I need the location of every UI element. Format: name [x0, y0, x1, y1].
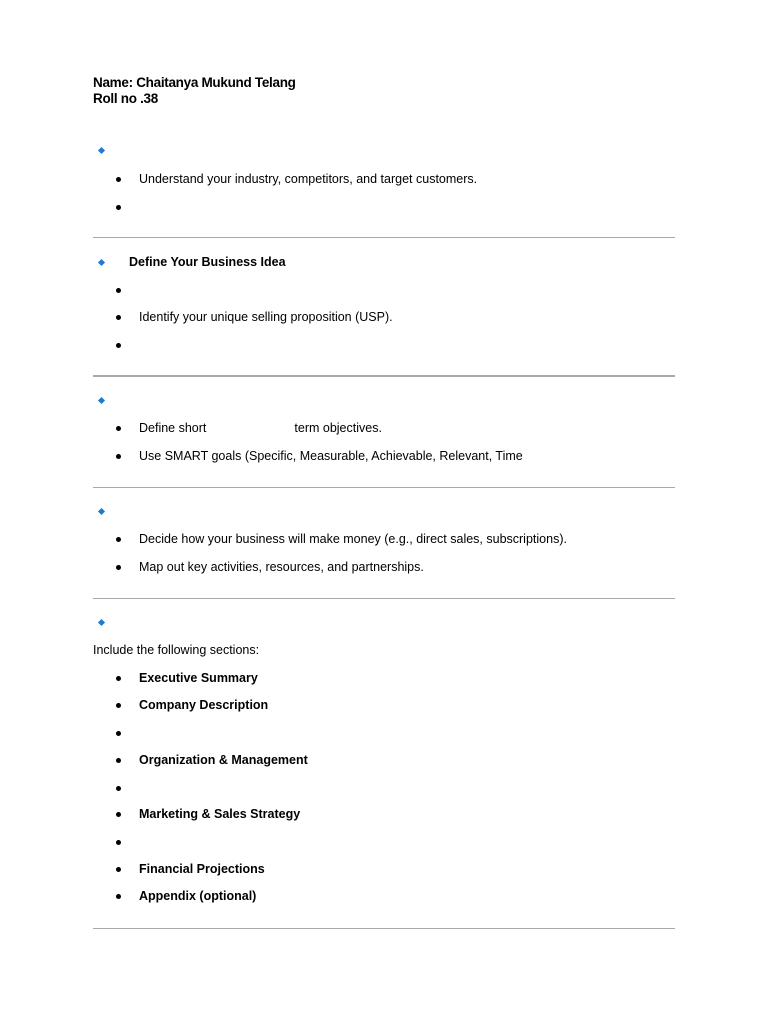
list-item: Decide how your business will make money (e.g., direct sales, subscriptions). [139, 531, 567, 547]
bullet-dot-icon [116, 676, 121, 681]
list-item: Company Description [139, 697, 268, 713]
bullet-dot-icon [116, 812, 121, 817]
bullet-dot-icon [116, 786, 121, 791]
list-item: Organization & Management [139, 752, 308, 768]
list-item: Map out key activities, resources, and partnerships. [139, 559, 424, 575]
section-divider [93, 237, 675, 238]
bullet-dot-icon [116, 894, 121, 899]
bullet-dot-icon [116, 343, 121, 348]
bullet-dot-icon [116, 867, 121, 872]
list-item: Use SMART goals (Specific, Measurable, Achievable, Relevant, Time [139, 448, 523, 464]
bullet-dot-icon [116, 177, 121, 182]
list-item: Executive Summary [139, 670, 258, 686]
section-divider [93, 928, 675, 929]
section-divider [93, 487, 675, 488]
student-header [93, 75, 296, 107]
list-item: Identify your unique selling proposition (USP). [139, 309, 393, 325]
list-item: Understand your industry, competitors, and target customers. [139, 171, 477, 187]
bullet-dot-icon [116, 840, 121, 845]
section-diamond-icon [98, 397, 105, 404]
bullet-dot-icon [116, 205, 121, 210]
bullet-dot-icon [116, 315, 121, 320]
bullet-dot-icon [116, 454, 121, 459]
bullet-dot-icon [116, 537, 121, 542]
section-intro: Include the following sections: [93, 643, 260, 657]
bullet-dot-icon [116, 565, 121, 570]
student-name: Name: Chaitanya Mukund Telang [93, 75, 296, 90]
bullet-dot-icon [116, 731, 121, 736]
section-diamond-icon [98, 508, 105, 515]
list-item: Marketing & Sales Strategy [139, 806, 300, 822]
list-item: Appendix (optional) [139, 888, 256, 904]
section-divider [93, 375, 675, 377]
bullet-dot-icon [116, 703, 121, 708]
list-item: Financial Projections [139, 861, 265, 877]
bullet-dot-icon [116, 758, 121, 763]
bullet-dot-icon [116, 288, 121, 293]
list-item: Define short term objectives. [139, 420, 382, 436]
section-diamond-icon [98, 147, 105, 154]
section-diamond-icon [98, 259, 105, 266]
bullet-dot-icon [116, 426, 121, 431]
section-diamond-icon [98, 619, 105, 626]
roll-number: Roll no .38 [93, 91, 158, 106]
section-divider [93, 598, 675, 599]
section-heading: Define Your Business Idea [129, 255, 286, 269]
